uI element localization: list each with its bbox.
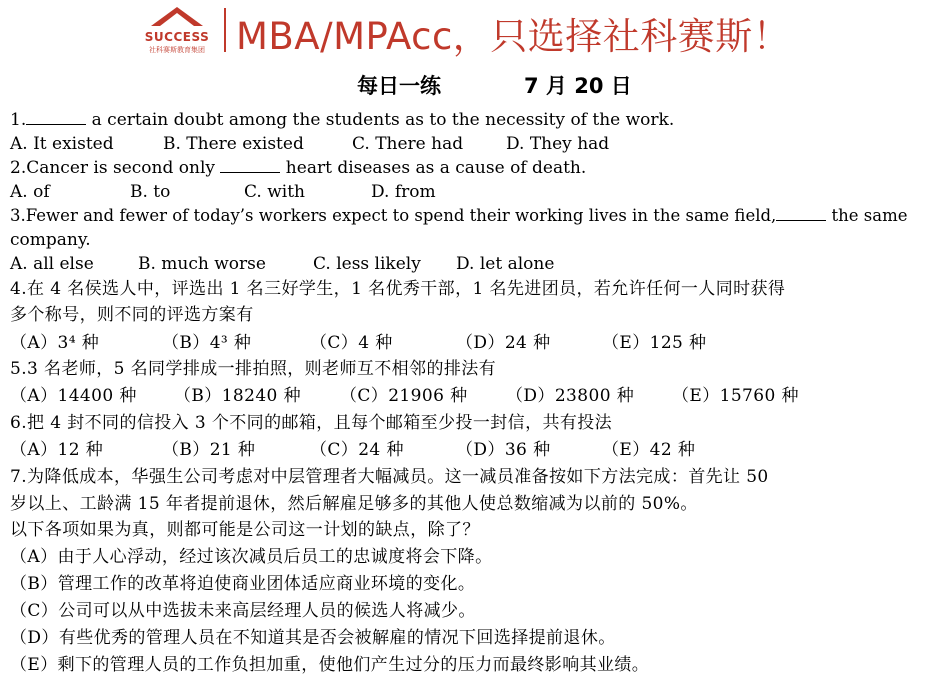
option-b[interactable]: B. There existed [163, 134, 304, 154]
header-bar [0, 0, 934, 62]
question-1-options [10, 132, 930, 156]
question-1-number: 1. [10, 110, 27, 130]
question-4-options [10, 331, 930, 355]
option-d[interactable]: （D）23800 种 [506, 386, 635, 406]
question-7-prompt: 以下各项如果为真，则都可能是公司这一计划的缺点，除了？ [10, 520, 480, 540]
question-6-options [10, 438, 930, 462]
option-b[interactable]: （B）管理工作的改革将迫使商业团体适应商业环境的变化。 [10, 574, 476, 594]
roof-logo-icon [150, 6, 204, 28]
question-1-stem [10, 108, 674, 132]
option-d[interactable]: （D）有些优秀的管理人员在不知道其是否会被解雇的情况下回选择提前退休。 [10, 628, 616, 648]
option-c[interactable]: C. with [244, 182, 305, 202]
question-2-options [10, 180, 930, 204]
title-label: 每日一练 [357, 74, 441, 98]
question-2-text-before: 2.Cancer is second only [10, 158, 221, 178]
question-5-stem: 5.3 名老师，5 名同学排成一排拍照，则老师互不相邻的排法有 [10, 359, 497, 379]
option-e[interactable]: （E）15760 种 [672, 386, 799, 406]
logo-name: SUCCESS [144, 30, 210, 44]
logo-subtitle: 社科赛斯教育集团 [149, 46, 205, 54]
option-a[interactable]: A. all else [10, 254, 94, 274]
answer-blank [220, 158, 280, 173]
question-4-stem: 4.在 4 名侯选人中，评选出 1 名三好学生，1 名优秀干部，1 名先进团员，若允许任何一人同时获得 [10, 279, 786, 299]
brand-logo [138, 6, 216, 54]
question-2-text-after: heart diseases as a cause of death. [280, 158, 587, 178]
option-b[interactable]: B. to [130, 182, 171, 202]
option-a[interactable]: （A）由于人心浮动，经过该次减员后员工的忠诚度将会下降。 [10, 547, 493, 567]
title-date: 7 月 20 日 [524, 74, 632, 98]
option-a[interactable]: （A）14400 种 [10, 386, 137, 406]
question-4-stem-continued: 多个称号，则不同的评选方案有 [10, 305, 254, 325]
question-3-options [10, 252, 930, 276]
question-3-text-after: the same [826, 206, 908, 225]
option-c[interactable]: （C）公司可以从中选拔未来高层经理人员的候选人将减少。 [10, 601, 476, 621]
slogan: MBA/MPAcc，只选择社科赛斯！ [236, 15, 791, 58]
option-d[interactable]: D. They had [506, 134, 610, 154]
option-c[interactable]: C. less likely [313, 254, 421, 274]
option-b[interactable]: B. much worse [138, 254, 266, 274]
page-title [0, 70, 934, 100]
option-b[interactable]: （B）18240 种 [174, 386, 301, 406]
question-3-stem-continued: company. [10, 230, 91, 250]
option-a[interactable]: （A）12 种 [10, 440, 104, 460]
question-6-stem: 6.把 4 封不同的信投入 3 个不同的邮箱，且每个邮箱至少投一封信，共有投法 [10, 413, 613, 433]
option-a[interactable]: （A）3⁴ 种 [10, 333, 100, 353]
option-b[interactable]: （B）4³ 种 [162, 333, 252, 353]
option-d[interactable]: D. from [371, 182, 436, 202]
question-1-text: a certain doubt among the students as to the necessity of the work. [86, 110, 675, 130]
option-d[interactable]: （D）24 种 [456, 333, 551, 353]
option-b[interactable]: （B）21 种 [162, 440, 256, 460]
option-e[interactable]: （E）125 种 [602, 333, 707, 353]
question-5-options [10, 384, 930, 408]
question-7-stem: 7.为降低成本，华强生公司考虑对中层管理者大幅减员。这一减员准备按如下方法完成：首先让 50 [10, 467, 769, 487]
question-3-text-before: 3.Fewer and fewer of today’s workers expect to spend their working lives in the same field, [10, 206, 777, 225]
question-7-stem-continued: 岁以上、工龄满 15 年者提前退休，然后解雇足够多的其他人使总数缩减为以前的 50%。 [10, 494, 698, 514]
answer-blank [26, 110, 86, 125]
answer-blank [776, 206, 826, 221]
option-c[interactable]: C. There had [352, 134, 464, 154]
option-c[interactable]: （C）24 种 [310, 440, 404, 460]
option-e[interactable]: （E）42 种 [602, 440, 696, 460]
question-2-stem [10, 156, 586, 180]
option-a[interactable]: A. of [10, 182, 50, 202]
option-d[interactable]: （D）36 种 [456, 440, 551, 460]
question-3-stem [10, 204, 908, 228]
option-d[interactable]: D. let alone [456, 254, 555, 274]
option-a[interactable]: A. It existed [10, 134, 114, 154]
option-c[interactable]: （C）21906 种 [340, 386, 468, 406]
option-e[interactable]: （E）剩下的管理人员的工作负担加重，使他们产生过分的压力而最终影响其业绩。 [10, 655, 650, 675]
option-c[interactable]: （C）4 种 [310, 333, 393, 353]
header-divider [224, 8, 226, 52]
